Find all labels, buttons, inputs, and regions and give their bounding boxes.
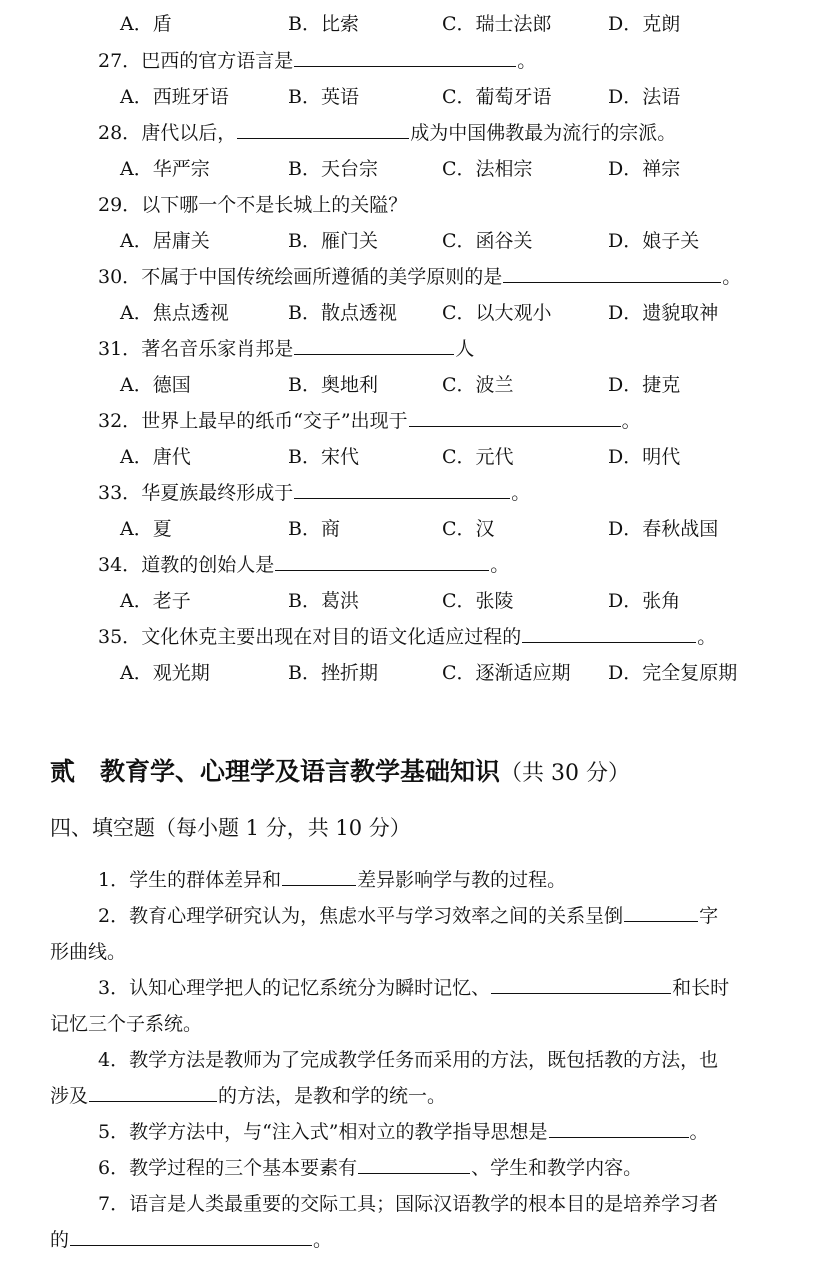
question-number: 29． [98, 194, 142, 216]
question-35 [98, 623, 716, 651]
answer-blank [549, 1118, 689, 1138]
question-stem: 道教的创始人是 [141, 554, 275, 576]
fill-text: 5．教学方法中，与“注入式”相对立的教学指导思想是 [98, 1121, 548, 1143]
option-b: B．散点透视 [288, 302, 397, 324]
question-stem-end: 。 [697, 626, 717, 648]
question-number: 32． [98, 410, 142, 432]
options-row [120, 515, 780, 543]
option-c: C．元代 [442, 446, 514, 468]
question-stem: 华夏族最终形成于 [141, 482, 294, 504]
options-row [120, 83, 780, 111]
fill-text-end: 的方法，是教和学的统一。 [218, 1085, 447, 1107]
option-a: A．西班牙语 [120, 86, 229, 108]
options-row [120, 227, 780, 255]
answer-blank [409, 407, 621, 427]
option-d: D．克朗 [608, 13, 681, 35]
option-b: B．雁门关 [288, 230, 378, 252]
option-d: D．娘子关 [608, 230, 700, 252]
fill-question-2 [98, 902, 718, 930]
option-b: B．英语 [288, 86, 359, 108]
question-27 [98, 47, 536, 75]
option-c: C．瑞士法郎 [442, 13, 552, 35]
question-number: 34． [98, 554, 142, 576]
option-b: B．挫折期 [288, 662, 378, 684]
fill-question-4-cont [50, 1082, 446, 1110]
question-stem-end: 。 [511, 482, 531, 504]
option-d: D．完全复原期 [608, 662, 738, 684]
question-stem-end: 。 [517, 50, 537, 72]
fill-text: 1．学生的群体差异和 [98, 869, 282, 891]
option-a: A．盾 [120, 13, 172, 35]
option-c: C．波兰 [442, 374, 514, 396]
answer-blank [275, 551, 489, 571]
option-b: B．宋代 [288, 446, 359, 468]
question-34 [98, 551, 509, 579]
options-row [120, 299, 780, 327]
answer-blank [294, 335, 454, 355]
fill-question-2-cont: 形曲线。 [50, 941, 127, 963]
option-b: B．天台宗 [288, 158, 378, 180]
options-row [120, 155, 780, 183]
fill-question-7: 7．语言是人类最重要的交际工具；国际汉语教学的根本目的是培养学习者 [98, 1193, 719, 1215]
option-b: B．商 [288, 518, 340, 540]
question-stem: 不属于中国传统绘画所遵循的美学原则的是 [141, 266, 503, 288]
question-stem: 著名音乐家肖邦是 [141, 338, 294, 360]
fill-text: 3．认知心理学把人的记忆系统分为瞬时记忆、 [98, 977, 491, 999]
option-d: D．明代 [608, 446, 681, 468]
answer-blank [503, 263, 721, 283]
fill-text-end: 。 [313, 1229, 333, 1251]
answer-blank [294, 47, 516, 67]
fill-question-3 [98, 974, 729, 1002]
question-stem: 世界上最早的纸币“交子”出现于 [141, 410, 408, 432]
fill-text-end: 差异影响学与教的过程。 [357, 869, 567, 891]
question-stem: 唐代以后， [141, 122, 237, 144]
option-c: C．法相宗 [442, 158, 533, 180]
fill-text-end: 和长时 [672, 977, 730, 999]
fill-text: 的 [50, 1229, 70, 1251]
answer-blank [294, 479, 510, 499]
question-30 [98, 263, 741, 291]
option-d: D．春秋战国 [608, 518, 719, 540]
option-a: A．居庸关 [120, 230, 210, 252]
question-stem-end: 。 [490, 554, 510, 576]
answer-blank [70, 1226, 312, 1246]
fill-text: 2．教育心理学研究认为，焦虑水平与学习效率之间的关系呈倒 [98, 905, 624, 927]
fill-text-end: 、学生和教学内容。 [471, 1157, 643, 1179]
options-row [120, 371, 780, 399]
fill-question-5 [98, 1118, 709, 1146]
options-row [120, 659, 780, 687]
question-number: 33． [98, 482, 142, 504]
option-a: A．德国 [120, 374, 191, 396]
option-a: A．唐代 [120, 446, 191, 468]
answer-blank [237, 119, 409, 139]
fill-question-6 [98, 1154, 642, 1182]
fill-question-3-cont: 记忆三个子系统。 [50, 1013, 203, 1035]
option-d: D．捷克 [608, 374, 681, 396]
question-33 [98, 479, 530, 507]
option-c: C．张陵 [442, 590, 514, 612]
option-c: C．逐渐适应期 [442, 662, 571, 684]
option-d: D．遗貌取神 [608, 302, 719, 324]
answer-blank [624, 902, 698, 922]
options-row [120, 587, 780, 615]
option-c: C．函谷关 [442, 230, 533, 252]
answer-blank [282, 866, 356, 886]
fill-question-1 [98, 866, 566, 894]
fill-question-7-cont [50, 1226, 332, 1254]
option-d: D．张角 [608, 590, 681, 612]
question-number: 31． [98, 338, 142, 360]
fill-question-4: 4．教学方法是教师为了完成教学任务而采用的方法，既包括教的方法，也 [98, 1049, 719, 1071]
question-stem-end: 成为中国佛教最为流行的宗派。 [410, 122, 677, 144]
question-stem: 以下哪一个不是长城上的关隘？ [141, 194, 408, 216]
option-a: A．夏 [120, 518, 172, 540]
question-number: 35． [98, 626, 142, 648]
fill-text: 6．教学过程的三个基本要素有 [98, 1157, 358, 1179]
fill-text: 涉及 [50, 1085, 89, 1107]
question-28 [98, 119, 676, 147]
question-number: 30． [98, 266, 142, 288]
answer-blank [358, 1154, 470, 1174]
fill-text-end: 字 [699, 905, 719, 927]
question-number: 27． [98, 50, 142, 72]
options-row [120, 443, 780, 471]
question-number: 28． [98, 122, 142, 144]
option-b: B．奥地利 [288, 374, 378, 396]
option-b: B．比索 [288, 13, 359, 35]
option-a: A．华严宗 [120, 158, 210, 180]
question-stem: 巴西的官方语言是 [141, 50, 294, 72]
option-b: B．葛洪 [288, 590, 359, 612]
answer-blank [522, 623, 696, 643]
question-stem: 文化休克主要出现在对目的语文化适应过程的 [141, 626, 522, 648]
question-stem-end: 。 [621, 410, 641, 432]
section-title: 贰 教育学、心理学及语言教学基础知识 [50, 757, 501, 786]
section-points: （共 30 分） [500, 761, 630, 786]
option-a: A．老子 [120, 590, 191, 612]
options-row [120, 10, 780, 38]
option-c: C．以大观小 [442, 302, 552, 324]
question-31 [98, 335, 474, 363]
question-29 [98, 191, 407, 219]
fill-text-end: 。 [689, 1121, 709, 1143]
option-d: D．法语 [608, 86, 681, 108]
option-d: D．禅宗 [608, 158, 681, 180]
option-a: A．焦点透视 [120, 302, 229, 324]
answer-blank [491, 974, 671, 994]
section-heading [50, 752, 630, 788]
option-a: A．观光期 [120, 662, 210, 684]
option-c: C．汉 [442, 518, 495, 540]
question-32 [98, 407, 641, 435]
question-stem-end: 。 [722, 266, 742, 288]
question-stem-end: 人 [455, 338, 475, 360]
option-c: C．葡萄牙语 [442, 86, 552, 108]
subsection-heading: 四、填空题（每小题 1 分，共 10 分） [50, 816, 411, 840]
answer-blank [89, 1082, 217, 1102]
